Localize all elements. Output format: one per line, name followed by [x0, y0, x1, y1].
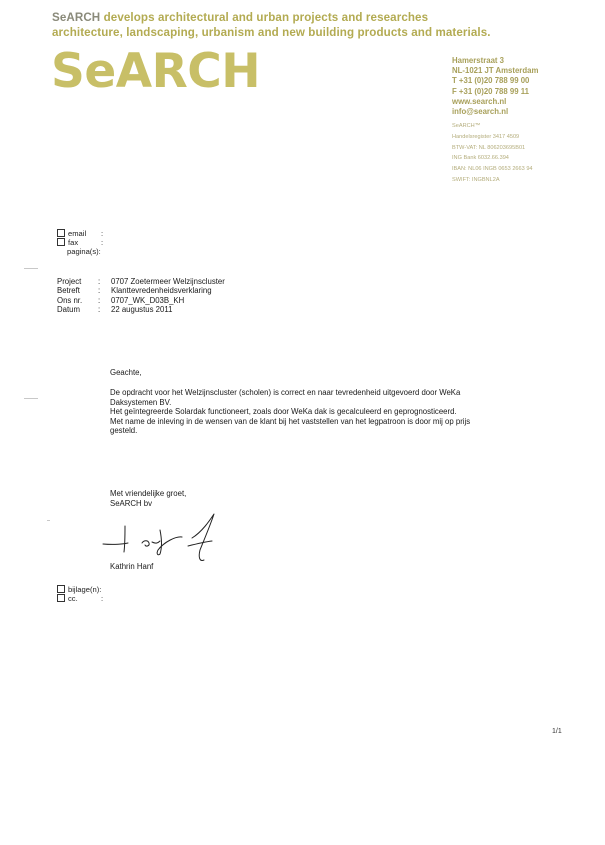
- tagline-line-2: architecture, landscaping, urbanism and new building products and materials.: [52, 26, 491, 39]
- cc-label: cc.: [68, 594, 78, 603]
- closing: Met vriendelijke groet,: [110, 489, 187, 498]
- routing-email: [57, 229, 86, 238]
- email-label: email: [68, 229, 87, 238]
- meta-value: 0707 Zoetermeer Welzijnscluster: [111, 277, 225, 286]
- search-logo: SeARCH: [51, 44, 261, 99]
- signer-name: Kathrin Hanf: [110, 562, 154, 571]
- reg-vat: BTW-VAT: NL 806203695B01: [452, 144, 526, 151]
- meta-value: Klanttevredenheidsverklaring: [111, 286, 212, 296]
- reg-chamber: Handelsregister 3417 4509: [452, 133, 520, 140]
- address-street: Hamerstraat 3: [452, 56, 505, 65]
- tagline-line-1-text: develops architectural and urban projects and researches: [100, 11, 429, 24]
- address-fax: F +31 (0)20 788 99 11: [452, 86, 529, 96]
- cc-row: [57, 594, 78, 603]
- body-para-3-line-2: gesteld.: [110, 426, 138, 436]
- attachments-row: [57, 585, 101, 594]
- reg-iban: IBAN: NL06 INGB 0653 2663 94: [452, 166, 533, 173]
- fax-checkbox[interactable]: [57, 238, 65, 246]
- meta-value: 0707_WK_D03B_KH: [111, 295, 185, 305]
- fold-mark: [24, 398, 38, 399]
- meta-label: Datum: [57, 305, 80, 315]
- letter-body: [110, 388, 470, 436]
- address-website: www.search.nl: [452, 96, 507, 106]
- closing-block: [110, 489, 186, 508]
- tagline-line-1: [52, 11, 428, 24]
- meta-label: Betreft: [57, 286, 80, 296]
- page-number: 1/1: [552, 728, 562, 735]
- handwritten-signature: [100, 510, 225, 570]
- fax-label: fax: [68, 238, 79, 247]
- address-block: [452, 56, 538, 117]
- body-para-1-line-2: Daksystemen BV.: [110, 397, 172, 407]
- reg-bank: ING Bank 6032.66.394: [452, 155, 509, 162]
- fold-mark: [47, 520, 50, 521]
- cc-checkbox[interactable]: [57, 594, 65, 602]
- body-para-1-line-1: De opdracht voor het Welzijnscluster (scholen) is correct en naar tevredenheid uitgevoerd door WeKa: [110, 388, 461, 397]
- address-phone: T +31 (0)20 788 99 00: [452, 76, 530, 86]
- address-email: info@search.nl: [452, 107, 509, 117]
- closing-company: SeARCH bv: [110, 498, 153, 508]
- routing-email-colon: :: [101, 229, 104, 238]
- body-para-2: Het geïntegreerde Solardak functioneert, zoals door WeKa dak is gecalculeerd en geprognosticeerd.: [110, 407, 457, 417]
- meta-label: Project: [57, 277, 82, 286]
- routing-fax: [57, 238, 78, 247]
- meta-label: Ons nr.: [57, 295, 83, 305]
- tagline-brand: SeARCH: [52, 11, 101, 24]
- reg-swift: SWIFT: INGBNL2A: [452, 176, 500, 183]
- routing-pages-label: pagina(s):: [67, 247, 101, 256]
- fold-mark: [24, 268, 38, 269]
- reg-company: SeARCH™: [452, 123, 481, 129]
- cc-colon: :: [101, 594, 104, 603]
- salutation: Geachte,: [110, 368, 142, 377]
- body-para-3-line-1: Met name de inleving in de wensen van de klant bij het vaststellen van het legpatroon is door mij op prijs: [110, 416, 471, 426]
- attachments-label: bijlage(n):: [68, 585, 102, 594]
- address-city: NL-1021 JT Amsterdam: [452, 66, 539, 76]
- email-checkbox[interactable]: [57, 229, 65, 237]
- meta-value: 22 augustus 2011: [111, 305, 173, 315]
- routing-fax-colon: :: [101, 238, 104, 247]
- registration-block: [452, 121, 533, 186]
- attachments-checkbox[interactable]: [57, 585, 65, 593]
